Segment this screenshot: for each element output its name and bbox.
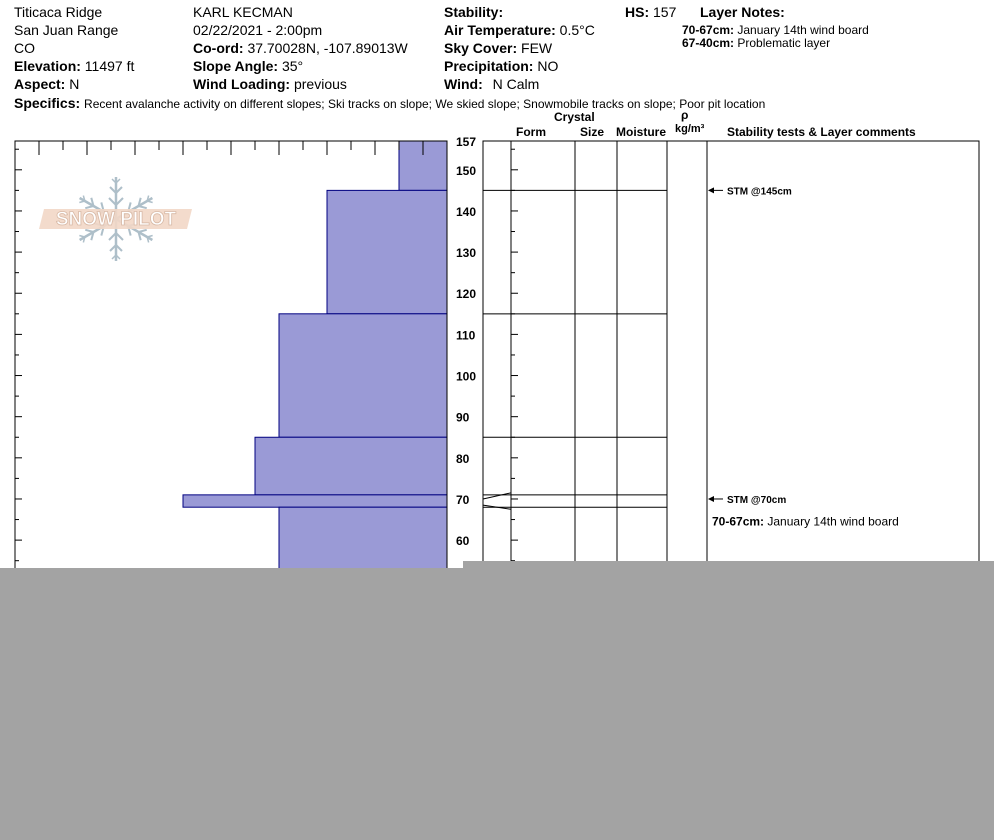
precip-value: NO [537,58,559,74]
depth-labels [456,135,476,589]
layer-note-text: January 14th wind board [737,23,869,37]
wind-label: Wind: [444,76,483,92]
aspect-value: N [69,76,80,92]
precip-label: Precipitation: [444,58,534,74]
layer-connector [483,493,511,499]
hardness-bar [279,314,447,437]
comments-header: Stability tests & Layer comments [727,125,916,139]
depth-tick-label: 90 [456,410,470,425]
density-unit-header: kg/m³ [675,123,705,135]
stability-label: Stability: [444,4,504,20]
elevation-value: 11497 ft [84,58,135,74]
stability-arrowhead [708,187,714,193]
layer-comment [712,514,899,528]
observation-datetime: 02/22/2021 - 2:00pm [193,22,323,38]
snow-pilot-logo [39,177,192,261]
hardness-bars [183,141,447,622]
depth-tick-label: 140 [456,204,477,219]
layer-comment-range: 70-67cm: [712,514,768,529]
hardness-bar [183,495,447,507]
aspect-label: Aspect: [14,76,66,92]
layer-notes-title: Layer Notes: [700,4,785,20]
wind-value: N Calm [492,76,540,92]
depth-tick-label: 130 [456,246,477,261]
hs-value: 157 [653,4,677,20]
location-name: Titicaca Ridge [14,4,103,20]
hs-label: HS: [625,4,650,20]
depth-tick-label: 120 [456,287,477,302]
crystal-header: Crystal [554,110,595,124]
rho-header: ρ [681,108,689,122]
logo-text: SNOW PILOT [55,209,177,230]
layer-note-text: Problematic layer [737,36,831,50]
stability-test-label: STM @145cm [727,186,792,198]
depth-tick-label: 150 [456,163,477,178]
air-temp-value: 0.5°C [559,22,595,38]
hardness-bar [255,437,447,495]
elevation-label: Elevation: [14,58,81,74]
coord-value: 37.70028N, -107.89013W [247,40,408,56]
size-header: Size [580,125,605,139]
layer-comment-text: January 14th wind board [767,514,899,529]
range-name: San Juan Range [14,22,119,38]
depth-tick-label: 60 [456,534,470,549]
depth-tick-label: 70 [456,492,470,507]
form-header: Form [516,125,546,139]
depth-tick-label: 157 [456,135,477,149]
annotations [523,186,899,576]
air-temp-label: Air Temperature: [444,22,556,38]
depth-tick-label: 110 [456,328,476,343]
slope-value: 35° [281,58,304,74]
layer-note-range: 67-40cm: [682,36,735,50]
sky-value: FEW [521,40,553,56]
coord-label: Co-ord: [193,40,244,56]
state-name: CO [14,40,35,56]
occlusion-region [0,568,994,840]
hardness-bar [327,190,447,313]
stability-arrowhead [708,496,714,502]
specifics-value: Recent avalanche activity on different slopes; Ski tracks on slope; We skied slope; Snowmobile tracks on slope; Poor pit location [84,97,766,111]
depth-tick-label: 80 [456,451,470,466]
depth-tick-label: 100 [456,369,477,384]
slope-label: Slope Angle: [193,58,279,74]
specifics-label: Specifics: [14,95,81,111]
layer-note-range: 70-67cm: [682,23,735,37]
wind-loading-label: Wind Loading: [193,76,291,92]
stability-test-label: STM @70cm [727,494,787,506]
observer-name: KARL KECMAN [193,4,293,20]
wind-loading-value: previous [293,76,347,92]
moisture-header: Moisture [616,125,667,139]
sky-label: Sky Cover: [444,40,518,56]
